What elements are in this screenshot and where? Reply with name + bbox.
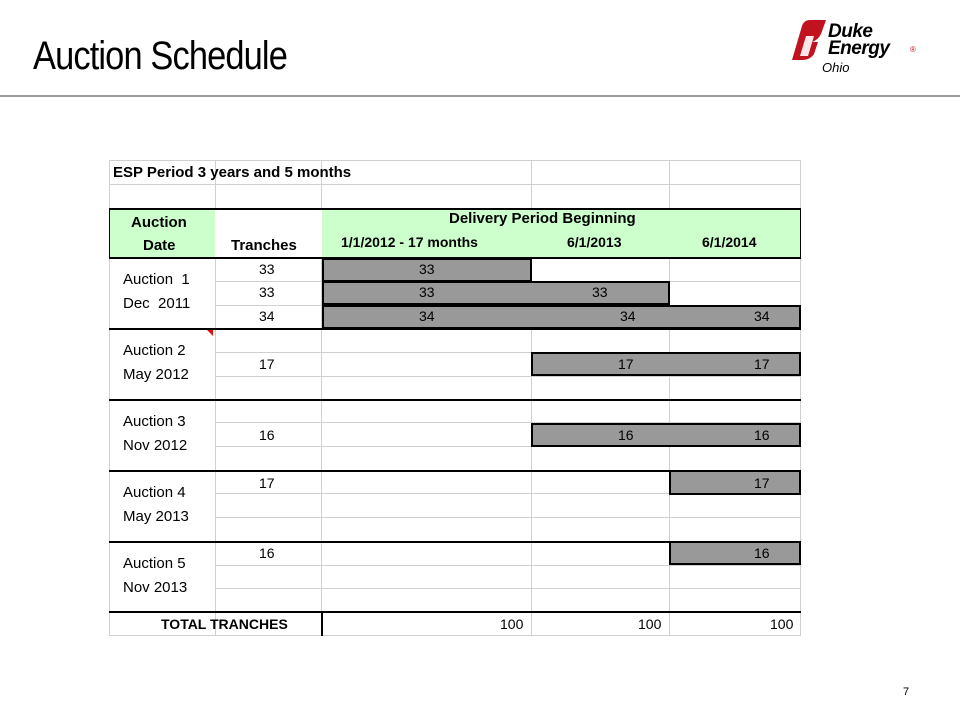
section-divider	[109, 399, 801, 401]
table-caption: ESP Period 3 years and 5 months	[113, 164, 352, 181]
bar-value: 17	[618, 356, 634, 372]
grid-line	[109, 160, 801, 161]
auction-4-date: May 2013	[123, 508, 189, 525]
grid-line	[215, 565, 801, 566]
total-label: TOTAL TRANCHES	[161, 616, 288, 632]
auction-1-date: Dec 2011	[123, 295, 191, 312]
bar-value: 33	[592, 284, 608, 300]
grid-line	[215, 517, 801, 518]
auction-5-date: Nov 2013	[123, 579, 188, 596]
bar-value: 17	[754, 356, 770, 372]
tranche-count: 16	[259, 545, 275, 561]
header-date: Date	[143, 237, 176, 254]
bar-value: 34	[419, 308, 435, 324]
logo-text-duke: Duke	[828, 21, 873, 42]
slide-title: Auction Schedule	[33, 34, 287, 78]
header-tranches: Tranches	[231, 237, 297, 254]
logo-region: Ohio	[822, 60, 850, 75]
total-divider	[321, 612, 323, 636]
comment-indicator-icon	[207, 330, 213, 336]
page-number: 7	[903, 686, 910, 698]
header-delivery-period: Delivery Period Beginning	[449, 210, 636, 227]
tranche-count: 17	[259, 475, 275, 491]
auction-4-name: Auction 4	[123, 484, 186, 501]
header-period-1: 1/1/2012 - 17 months	[341, 234, 478, 250]
delivery-bar	[669, 541, 801, 565]
title-divider	[0, 95, 960, 97]
bar-value: 16	[754, 427, 770, 443]
bar-value: 34	[754, 308, 770, 324]
tranche-count: 33	[259, 261, 275, 277]
bar-value: 33	[419, 284, 435, 300]
auction-schedule-table	[109, 160, 801, 636]
grid-line	[215, 588, 801, 589]
delivery-bar	[322, 281, 670, 305]
bar-value: 34	[620, 308, 636, 324]
grid-line	[109, 184, 801, 185]
delivery-bar	[669, 470, 801, 495]
duke-energy-flame-icon	[788, 20, 828, 64]
grid-line	[215, 376, 801, 377]
bar-value: 16	[754, 545, 770, 561]
header-auction: Auction	[131, 214, 187, 231]
registered-mark: ®	[910, 45, 916, 54]
auction-3-date: Nov 2012	[123, 437, 188, 454]
grid-line	[109, 635, 801, 636]
bar-value: 17	[754, 475, 770, 491]
header-period-3: 6/1/2014	[702, 234, 757, 250]
total-period-1: 100	[500, 616, 524, 632]
tranche-count: 16	[259, 427, 275, 443]
auction-1-name: Auction 1	[123, 271, 190, 288]
duke-energy-logo	[788, 18, 928, 80]
tranche-count: 33	[259, 284, 275, 300]
bar-value: 16	[618, 427, 634, 443]
tranche-count: 17	[259, 356, 275, 372]
auction-2-name: Auction 2	[123, 342, 186, 359]
logo-text-energy: Energy	[828, 38, 890, 59]
header-period-2: 6/1/2013	[567, 234, 622, 250]
auction-2-date: May 2012	[123, 366, 189, 383]
auction-3-name: Auction 3	[123, 413, 186, 430]
section-divider	[109, 611, 801, 613]
total-period-3: 100	[770, 616, 794, 632]
auction-5-name: Auction 5	[123, 555, 186, 572]
bar-value: 33	[419, 261, 435, 277]
total-period-2: 100	[638, 616, 662, 632]
delivery-bar	[322, 305, 801, 329]
tranche-count: 34	[259, 308, 275, 324]
